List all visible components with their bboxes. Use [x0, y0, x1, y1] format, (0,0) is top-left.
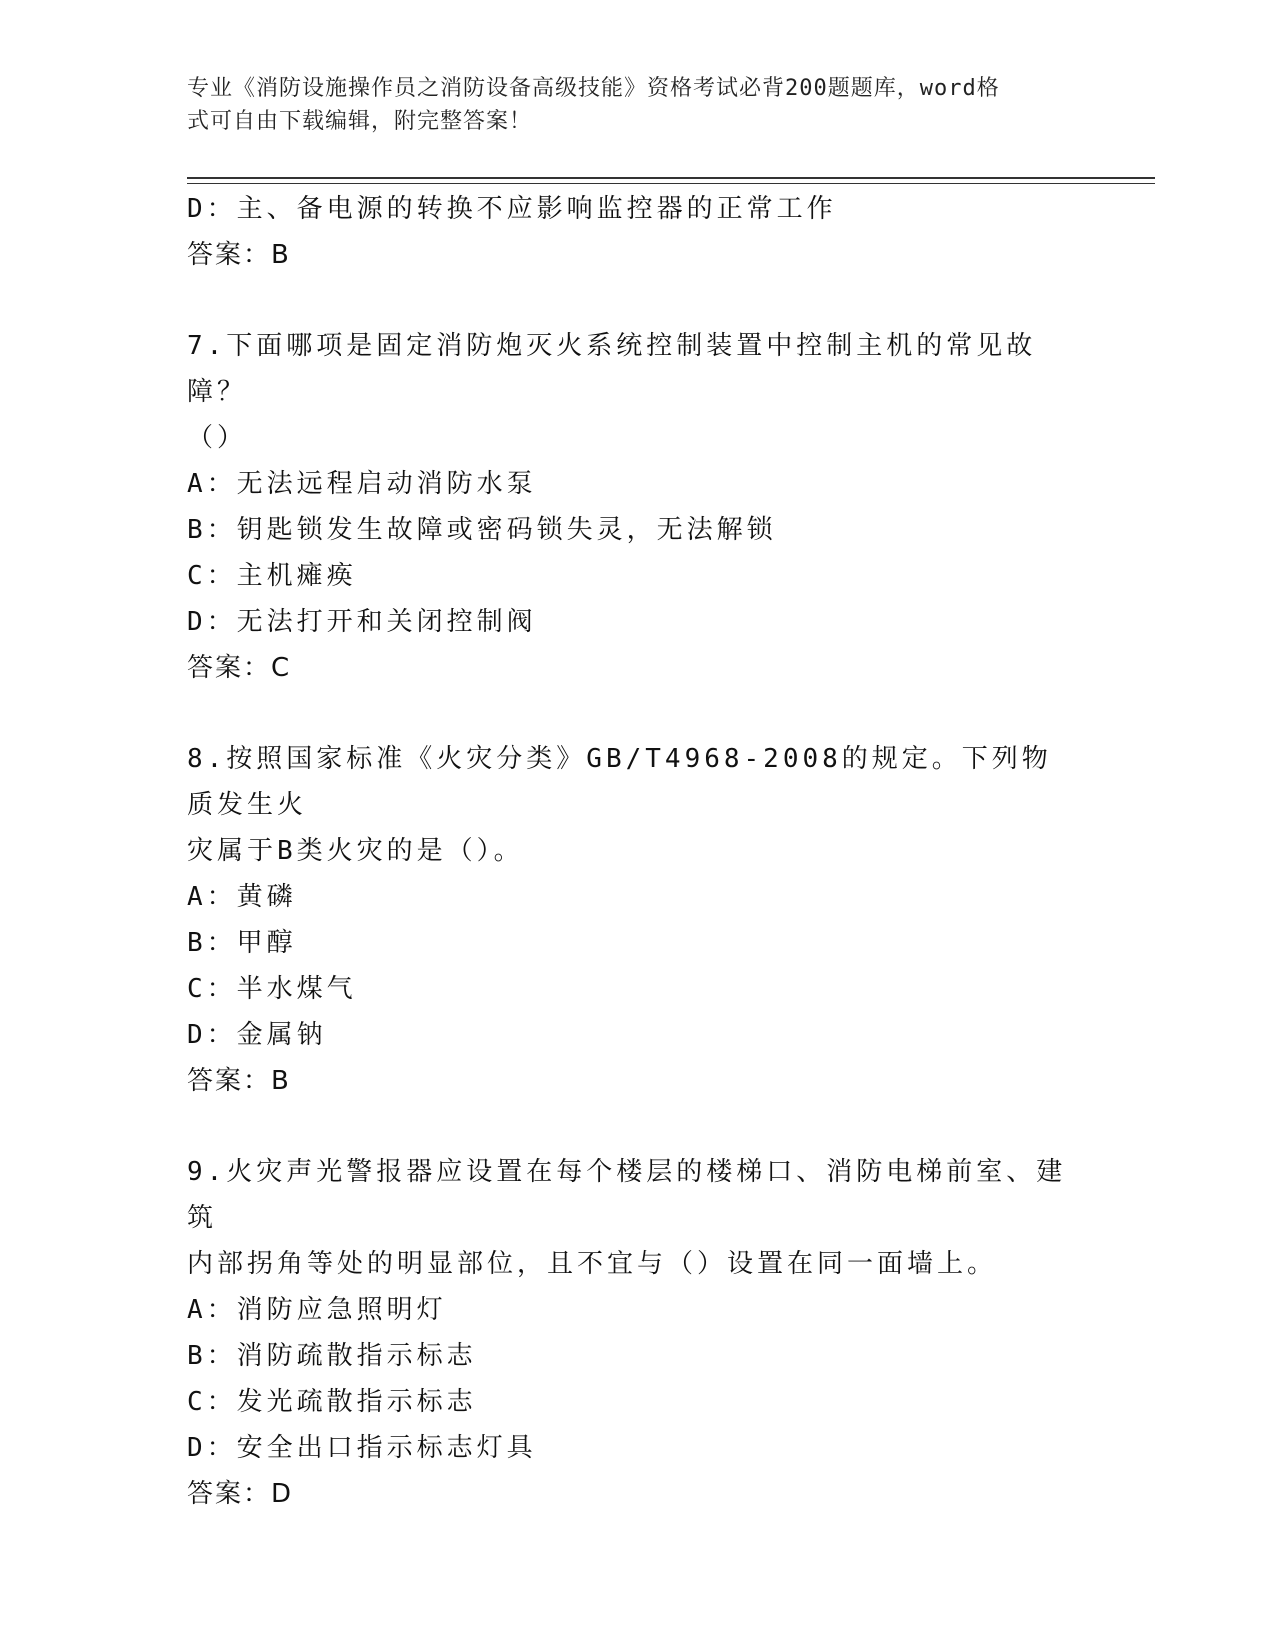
spacer — [187, 278, 1087, 323]
question-8-option-a: A：黄磷 — [187, 882, 297, 912]
spacer — [187, 1104, 1087, 1149]
question-9-stem-line-1: 9.火灾声光警报器应设置在每个楼层的楼梯口、消防电梯前室、建筑 — [187, 1157, 1067, 1233]
carryover-option-d: D：主、备电源的转换不应影响监控器的正常工作 — [187, 194, 837, 224]
question-7-answer: 答案：C — [187, 653, 292, 683]
question-7-stem-line-1: 7.下面哪项是固定消防炮灭火系统控制装置中控制主机的常见故障？ — [187, 331, 1037, 407]
carryover-block — [187, 186, 1087, 278]
question-9-option-c: C：发光疏散指示标志 — [187, 1387, 477, 1417]
question-8-answer: 答案：B — [187, 1066, 291, 1096]
question-8-stem-line-2: 灾属于B类火灾的是（）。 — [187, 836, 524, 866]
question-8-option-b: B：甲醇 — [187, 928, 297, 958]
question-8-stem-line-1: 8.按照国家标准《火灾分类》GB/T4968-2008的规定。下列物质发生火 — [187, 744, 1052, 820]
question-8-option-c: C：半水煤气 — [187, 974, 357, 1004]
question-7 — [187, 323, 1087, 691]
question-9-option-d: D：安全出口指示标志灯具 — [187, 1433, 537, 1463]
question-8 — [187, 736, 1087, 1104]
header-line-2: 式可自由下载编辑，附完整答案！ — [187, 109, 533, 134]
header-divider-thick — [187, 177, 1155, 179]
header-line-1: 专业《消防设施操作员之消防设备高级技能》资格考试必背200题题库，word格 — [187, 76, 1000, 101]
question-7-option-b: B：钥匙锁发生故障或密码锁失灵，无法解锁 — [187, 515, 777, 545]
question-7-option-d: D：无法打开和关闭控制阀 — [187, 607, 537, 637]
question-content — [187, 186, 1087, 1517]
page-header — [187, 72, 1077, 138]
question-7-stem-line-2: （） — [187, 423, 248, 453]
question-9-answer: 答案：D — [187, 1479, 294, 1509]
question-9-option-b: B：消防疏散指示标志 — [187, 1341, 477, 1371]
question-9 — [187, 1149, 1087, 1517]
spacer — [187, 691, 1087, 736]
header-divider-thin — [187, 183, 1155, 184]
carryover-answer: 答案：B — [187, 240, 291, 270]
question-9-option-a: A：消防应急照明灯 — [187, 1295, 447, 1325]
question-9-stem-line-2: 内部拐角等处的明显部位，且不宜与（）设置在同一面墙上。 — [187, 1249, 998, 1279]
question-7-option-a: A：无法远程启动消防水泵 — [187, 469, 537, 499]
question-8-option-d: D：金属钠 — [187, 1020, 327, 1050]
question-7-option-c: C：主机瘫痪 — [187, 561, 357, 591]
